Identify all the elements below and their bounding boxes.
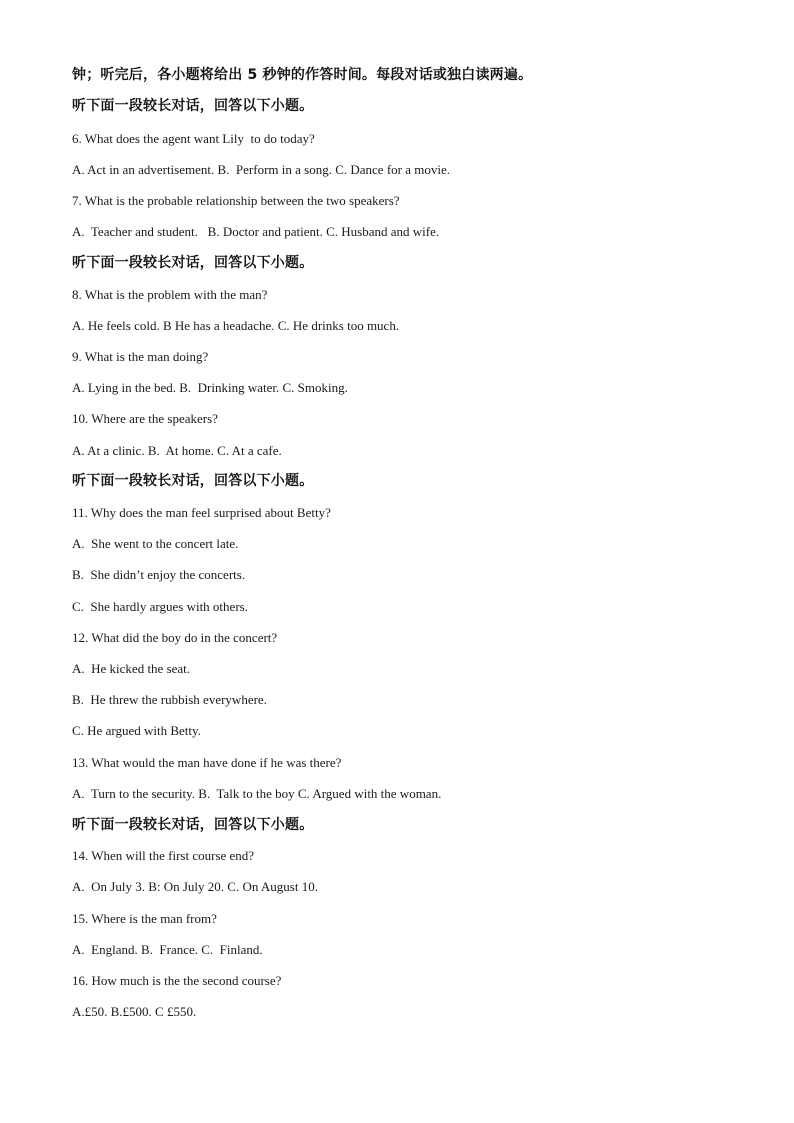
section-heading-3: 听下面一段较长对话，回答以下小题。 xyxy=(72,473,314,489)
question-13: 13. What would the man have done if he was there? xyxy=(72,755,342,770)
options-7: A. Teacher and student. B. Doctor and patient. C. Husband and wife. xyxy=(72,224,440,239)
options-8: A. He feels cold. B He has a headache. C. He drinks too much. xyxy=(72,318,400,333)
question-11: 11. Why does the man feel surprised about Betty? xyxy=(72,505,331,520)
options-6: A. Act in an advertisement. B. Perform in a song. C. Dance for a movie. xyxy=(72,162,450,177)
question-16: 16. How much is the the second course? xyxy=(72,973,282,988)
option-11-c: C. She hardly argues with others. xyxy=(72,599,248,614)
question-7: 7. What is the probable relationship between the two speakers? xyxy=(72,193,400,208)
options-13: A. Turn to the security. B. Talk to the boy C. Argued with the woman. xyxy=(72,786,442,801)
question-10: 10. Where are the speakers? xyxy=(72,411,218,426)
options-16: A.£50. B.£500. C £550. xyxy=(72,1004,197,1019)
intro-instruction: 钟；听完后，各小题将给出 5 秒钟的作答时间。每段对话或独白读两遍。 xyxy=(72,67,533,83)
section-heading-4: 听下面一段较长对话，回答以下小题。 xyxy=(72,817,314,833)
option-11-b: B. She didn’t enjoy the concerts. xyxy=(72,567,246,582)
options-14: A. On July 3. B: On July 20. C. On August 10. xyxy=(72,879,318,894)
question-12: 12. What did the boy do in the concert? xyxy=(72,630,278,645)
option-12-b: B. He threw the rubbish everywhere. xyxy=(72,692,267,707)
options-9: A. Lying in the bed. B. Drinking water. C. Smoking. xyxy=(72,380,348,395)
options-10: A. At a clinic. B. At home. C. At a cafe. xyxy=(72,443,282,458)
question-15: 15. Where is the man from? xyxy=(72,911,217,926)
option-11-a: A. She went to the concert late. xyxy=(72,536,239,551)
options-15: A. England. B. France. C. Finland. xyxy=(72,942,263,957)
section-heading-2: 听下面一段较长对话，回答以下小题。 xyxy=(72,255,314,271)
question-14: 14. When will the first course end? xyxy=(72,848,255,863)
question-8: 8. What is the problem with the man? xyxy=(72,287,268,302)
question-9: 9. What is the man doing? xyxy=(72,349,209,364)
option-12-c: C. He argued with Betty. xyxy=(72,723,201,738)
section-heading-1: 听下面一段较长对话，回答以下小题。 xyxy=(72,98,314,114)
option-12-a: A. He kicked the seat. xyxy=(72,661,191,676)
question-6: 6. What does the agent want Lily to do today? xyxy=(72,131,315,146)
